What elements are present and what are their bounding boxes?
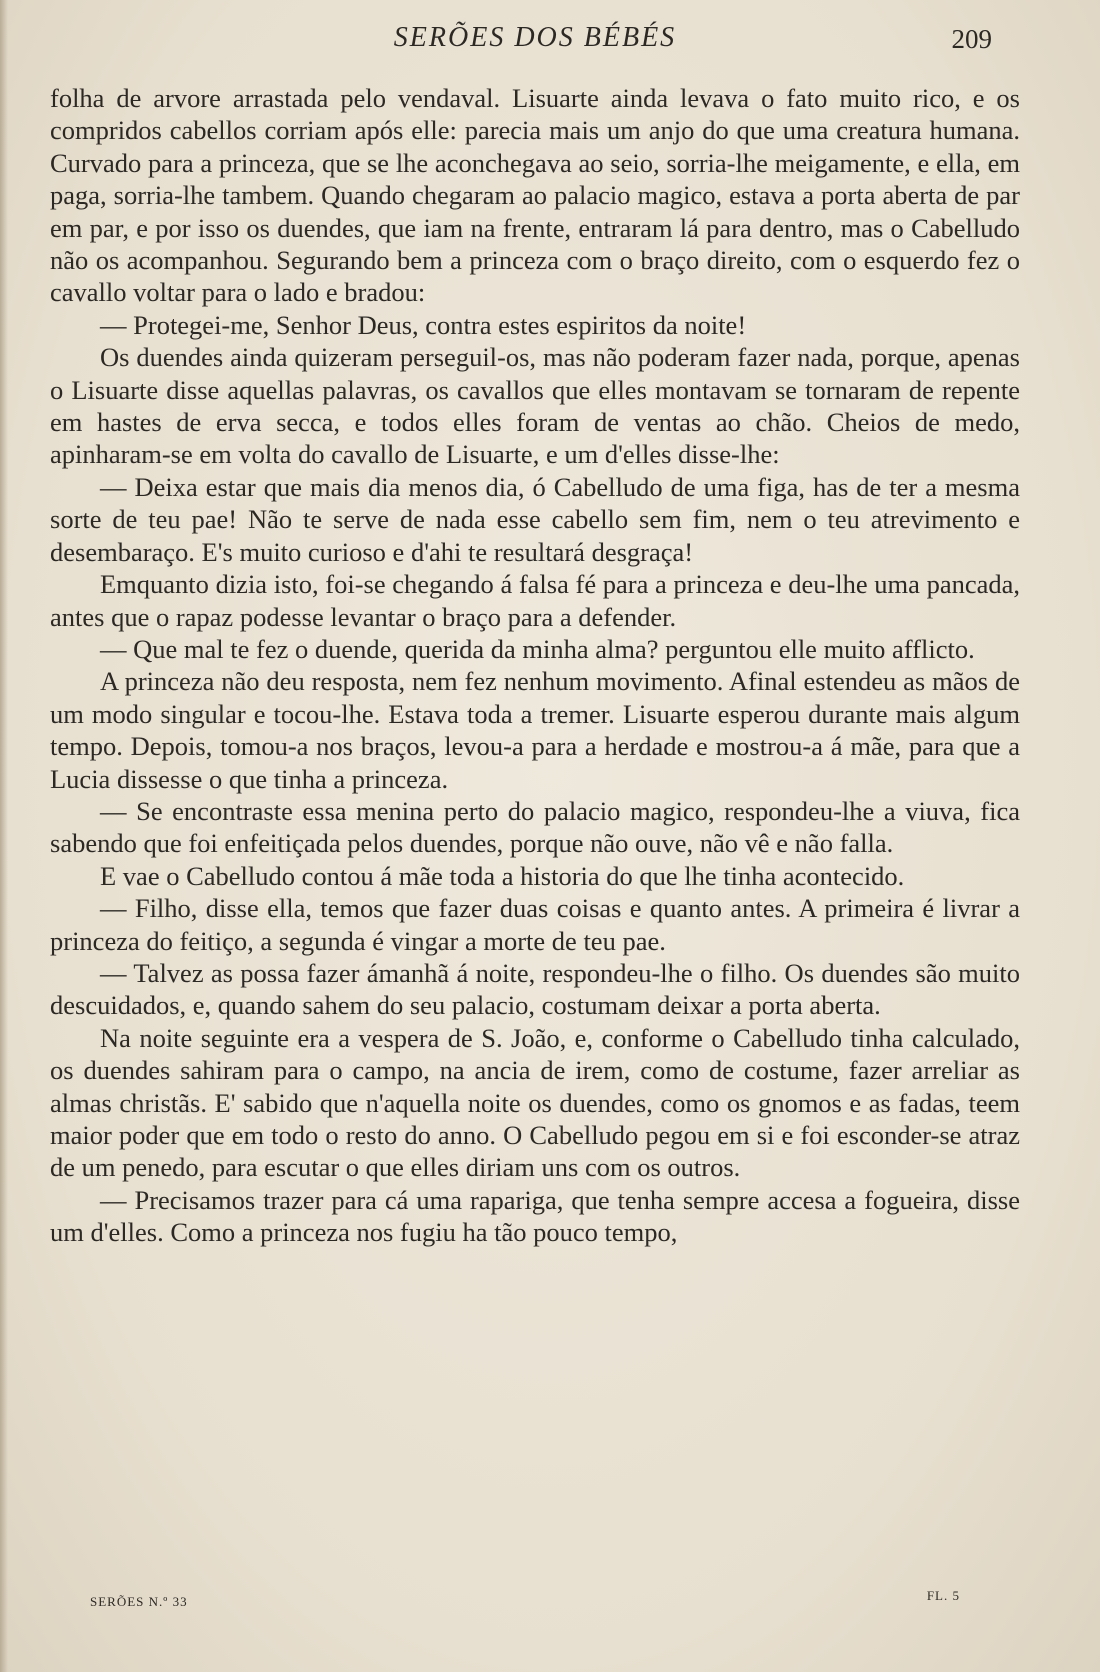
paragraph: Emquanto dizia isto, foi-se chegando á falsa fé para a princeza e deu-lhe uma pancada, antes que o rapaz podesse levantar o braço para a defender. xyxy=(50,569,1020,632)
paragraph: — Filho, disse ella, temos que fazer duas coisas e quanto antes. A primeira é livrar a princeza do feitiço, a segunda é vingar a morte de teu pae. xyxy=(50,893,1020,956)
paragraph: E vae o Cabelludo contou á mãe toda a historia do que lhe tinha acontecido. xyxy=(100,860,905,891)
page-number: 209 xyxy=(951,24,992,54)
paragraph: Os duendes ainda quizeram perseguil-os, mas não poderam fazer nada, porque, apenas o Lisuarte disse aquellas palavras, os cavallos que elles montavam se tornaram de repente em hastes de erva secca, e todos elles foram de ventas ao chão. Cheios de medo, apinharam-se em volta do cavallo de Lisuarte, e um d'elles disse-lhe: xyxy=(50,342,1020,470)
paragraph: — Protegei-me, Senhor Deus, contra estes espiritos da noite! xyxy=(100,309,747,340)
running-title: SERÕES DOS BÉBÉS xyxy=(393,22,677,53)
page-footer xyxy=(90,1588,1020,1618)
paragraph: — Que mal te fez o duende, querida da minha alma? perguntou elle muito afflicto. xyxy=(100,633,975,664)
binding-edge xyxy=(0,0,8,1672)
paragraph: — Talvez as possa fazer ámanhã á noite, respondeu-lhe o filho. Os duendes são muito descuidados, e, quando sahem do seu palacio, costumam deixar a porta aberta. xyxy=(50,957,1020,1021)
paragraph: — Precisamos trazer para cá uma rapariga, que tenha sempre accesa a fogueira, disse um d'elles. Como a princeza nos fugiu ha tão pouco tempo, xyxy=(50,1184,1020,1248)
page-header xyxy=(50,20,1020,64)
paragraph: — Se encontraste essa menina perto do palacio magico, respondeu-lhe a viuva, fica sabendo que foi enfeitiçada pelos duendes, porque não ouve, não vê e não falla. xyxy=(50,795,1020,859)
paragraph: — Deixa estar que mais dia menos dia, ó Cabelludo de uma figa, has de ter a mesma sorte de teu pae! Não te serve de nada esse cabello sem fim, nem o teu atrevimento e desembaraço. E's muito curioso e d'ahi te resultará desgraça! xyxy=(50,471,1020,567)
paragraph: A princeza não deu resposta, nem fez nenhum movimento. Afinal estendeu as mãos de um modo singular e tocou-lhe. Estava toda a tremer. Lisuarte esperou durante mais algum tempo. Depois, tomou-a nos braços, levou-a para a herdade e mostrou-a á mãe, para que a Lucia dissesse o que tinha a princeza. xyxy=(50,666,1020,794)
body-text xyxy=(50,82,1020,1249)
sheet-mark: FL. 5 xyxy=(926,1588,960,1603)
paragraph: folha de arvore arrastada pelo vendaval. Lisuarte ainda levava o fato muito rico, e os compridos cabellos corriam após elle: parecia mais um anjo do que uma creatura humana. Curvado para a princeza, que se lhe aconchegava ao seio, sorria-lhe meigamente, e ella, em paga, sorria-lhe tambem. Quando chegaram ao palacio magico, estava a porta aberta de par em par, e por isso os duendes, que iam na frente, entraram lá para dentro, mas o Cabelludo não os acompanhou. Segurando bem a princeza com o braço direito, com o esquerdo fez o cavallo voltar para o lado e bradou: xyxy=(50,83,1020,308)
signature-mark: SERÕES N.º 33 xyxy=(90,1594,188,1609)
paragraph: Na noite seguinte era a vespera de S. João, e, conforme o Cabelludo tinha calculado, os duendes sahiram para o campo, na ancia de irem, como de costume, fazer arreliar as almas christãs. E' sabido que n'aquella noite os duendes, como os gnomos e as fadas, teem maior poder que em todo o resto do anno. O Cabelludo pegou em si e foi esconder-se atraz de um penedo, para escutar o que elles diriam uns com os outros. xyxy=(50,1022,1020,1183)
